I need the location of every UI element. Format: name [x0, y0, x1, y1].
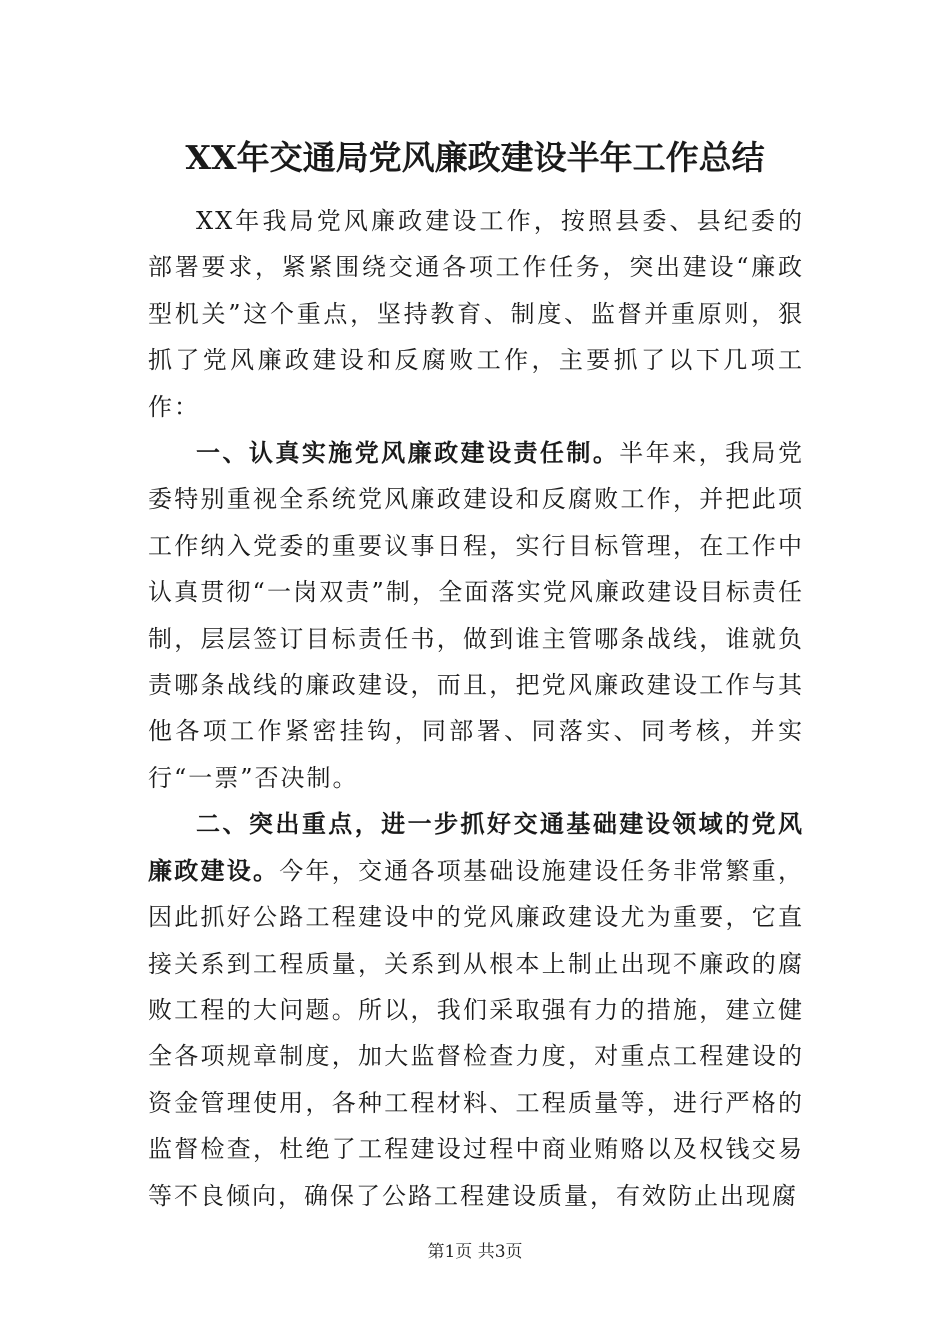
paragraph-text: 今年，交通各项基础设施建设任务非常繁重，因此抓好公路工程建设中的党风廉政建设尤为重要，它直接关系到工程质量，关系到从根本上制止出现不廉政的腐败工程的大问题。所以，我们采取强有力的措施，建立健全各项规章制度，加大监督检查力度，对重点工程建设的资金管理使用，各种工程材料、工程质量等，进行严格的监督检查，杜绝了工程建设过程中商业贿赂以及权钱交易等不良倾向，确保了公路工程建设质量，有效防止出现腐 — [148, 856, 804, 1210]
paragraph-lead: 一、认真实施党风廉政建设责任制。 — [196, 439, 620, 468]
page-footer: 第1页 共3页 — [427, 1242, 523, 1262]
paragraph-intro — [148, 198, 804, 430]
paragraph-lead: 二、突出重点，进一步抓好交通基础建设领域的党风廉政建设。 — [148, 810, 804, 885]
paragraph-text: XX年我局党风廉政建设工作，按照县委、县纪委的部署要求，紧紧围绕交通各项工作任务，突出建设“廉政型机关”这个重点，坚持教育、制度、监督并重原则，狠抓了党风廉政建设和反腐败工作，主要抓了以下几项工作： — [148, 207, 804, 421]
paragraph-section-2 — [148, 801, 804, 1219]
document-body — [148, 198, 804, 1219]
document-title: XX年交通局党风廉政建设半年工作总结 — [185, 138, 765, 177]
paragraph-text: 半年来，我局党委特别重视全系统党风廉政建设和反腐败工作，并把此项工作纳入党委的重要议事日程，实行目标管理，在工作中认真贯彻“一岗双责”制，全面落实党风廉政建设目标责任制，层层签订目标责任书，做到谁主管哪条战线，谁就负责哪条战线的廉政建设，而且，把党风廉政建设工作与其他各项工作紧密挂钩，同部署、同落实、同考核，并实行“一票”否决制。 — [148, 439, 805, 792]
paragraph-section-1 — [148, 430, 804, 801]
